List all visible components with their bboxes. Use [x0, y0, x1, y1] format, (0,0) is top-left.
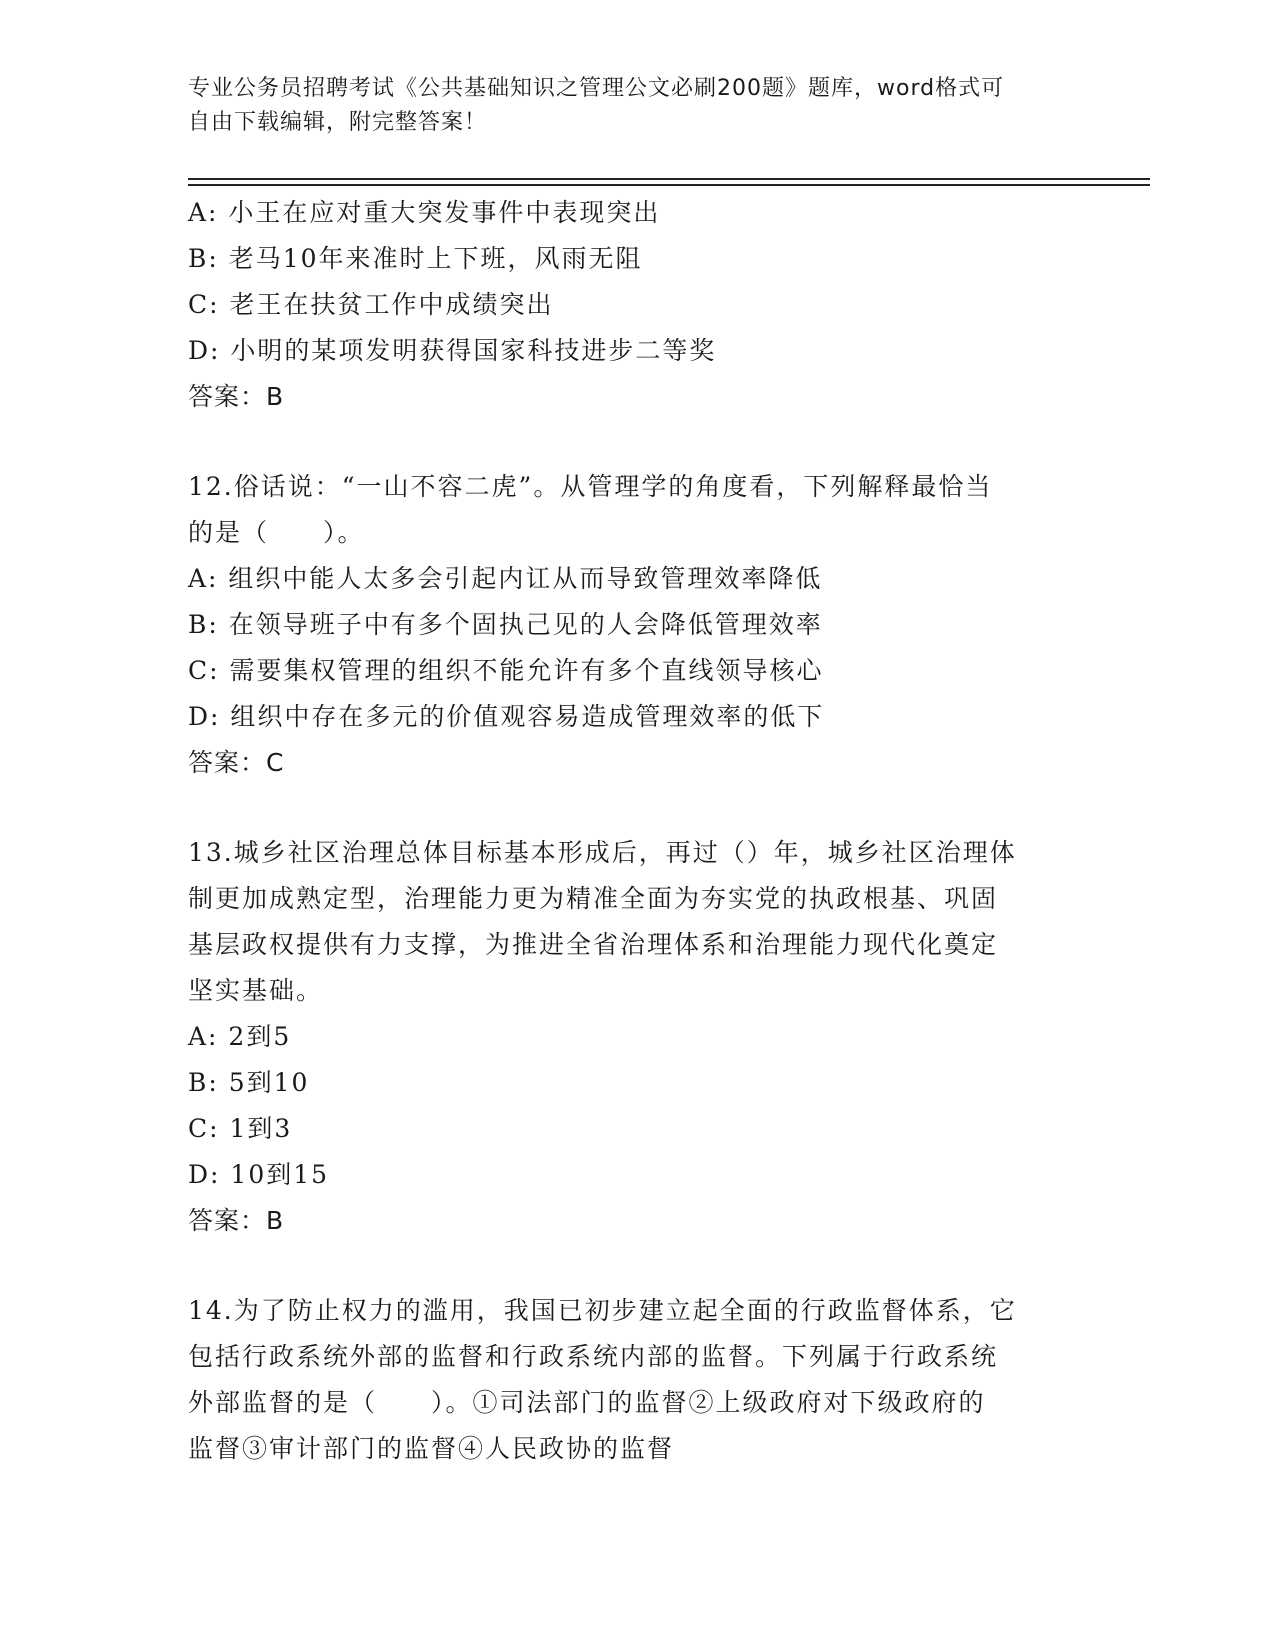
question-stem-line: 13.城乡社区治理总体目标基本形成后，再过（）年，城乡社区治理体 [188, 838, 1017, 867]
question-stem-line: 监督③审计部门的监督④人民政协的监督 [188, 1434, 675, 1463]
answer-label: 答案：B [188, 382, 285, 411]
option-a: A: 2到5 [188, 1022, 292, 1051]
option-a: A: 小王在应对重大突发事件中表现突出 [188, 198, 661, 227]
option-b: B: 5到10 [188, 1068, 310, 1097]
spacer [188, 786, 1068, 830]
option-c: C: 需要集权管理的组织不能允许有多个直线领导核心 [188, 656, 824, 685]
spacer [188, 420, 1068, 464]
option-d: D: 小明的某项发明获得国家科技进步二等奖 [188, 336, 717, 365]
question-stem-line: 坚实基础。 [188, 976, 324, 1005]
document-header [188, 72, 1068, 140]
question-stem-line: 14.为了防止权力的滥用，我国已初步建立起全面的行政监督体系，它 [188, 1296, 1017, 1325]
option-d: D: 10到15 [188, 1160, 330, 1189]
header-line-1: 专业公务员招聘考试《公共基础知识之管理公文必刷200题》题库，word格式可 [188, 76, 1005, 101]
header-line-2: 自由下载编辑，附完整答案！ [188, 110, 488, 135]
header-divider-bottom [188, 184, 1150, 186]
question-list [188, 190, 1068, 1472]
question-stem-line: 12.俗话说：“一山不容二虎”。从管理学的角度看，下列解释最恰当 [188, 472, 993, 501]
option-b: B: 老马10年来准时上下班，风雨无阻 [188, 244, 643, 273]
question-stem-line: 外部监督的是（ ）。①司法部门的监督②上级政府对下级政府的 [188, 1388, 986, 1417]
question-stem-line: 制更加成熟定型，治理能力更为精准全面为夯实党的执政根基、巩固 [188, 884, 999, 913]
option-c: C: 1到3 [188, 1114, 293, 1143]
question-13 [188, 830, 1068, 1244]
question-stem-line: 基层政权提供有力支撑，为推进全省治理体系和治理能力现代化奠定 [188, 930, 999, 959]
question-11 [188, 190, 1068, 420]
question-12 [188, 464, 1068, 786]
option-d: D: 组织中存在多元的价值观容易造成管理效率的低下 [188, 702, 825, 731]
option-b: B: 在领导班子中有多个固执己见的人会降低管理效率 [188, 610, 823, 639]
answer-label: 答案：B [188, 1206, 285, 1235]
question-stem-line: 的是（ ）。 [188, 518, 365, 547]
question-stem-line: 包括行政系统外部的监督和行政系统内部的监督。下列属于行政系统 [188, 1342, 999, 1371]
question-14 [188, 1288, 1068, 1472]
header-divider-top [188, 178, 1150, 180]
option-c: C: 老王在扶贫工作中成绩突出 [188, 290, 554, 319]
option-a: A: 组织中能人太多会引起内讧从而导致管理效率降低 [188, 564, 823, 593]
answer-label: 答案：C [188, 748, 285, 777]
spacer [188, 1244, 1068, 1288]
